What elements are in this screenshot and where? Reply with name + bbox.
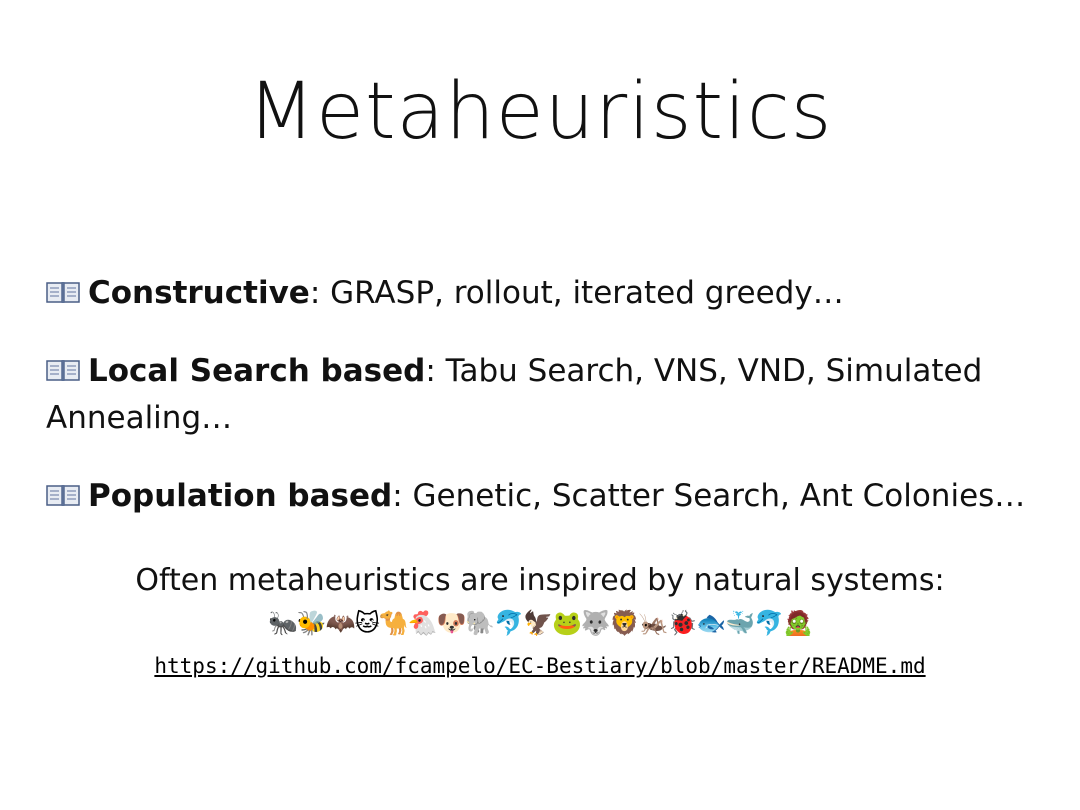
- bullet-population: [46, 473, 1036, 520]
- bullet-list: [46, 270, 1036, 551]
- bullet-text: Tabu Search, VNS, VND, Simulated Annealing…: [46, 353, 983, 436]
- animal-emoji-row: 🐜🐝🦇🐱🐪🐔🐶🐘🐬🦅🐸🐺🦁🦗🐞🐟🐳🐬🧟: [268, 609, 812, 637]
- bullet-term: Local Search based: [88, 353, 426, 389]
- bestiary-link[interactable]: https://github.com/fcampelo/EC-Bestiary/blob/master/README.md: [154, 654, 926, 678]
- bullet-term: Population based: [88, 478, 393, 514]
- bullet-separator: :: [309, 275, 331, 311]
- slide-title: Metaheuristics: [247, 67, 833, 157]
- open-book-icon: [46, 483, 80, 507]
- bullet-separator: :: [392, 478, 413, 514]
- bullet-text: Genetic, Scatter Search, Ant Colonies…: [412, 478, 1026, 514]
- bullet-text: GRASP, rollout, iterated greedy…: [330, 275, 844, 311]
- open-book-icon: [46, 280, 80, 304]
- bestiary-link-container: [0, 648, 1080, 684]
- bullet-local-search: [46, 348, 1036, 442]
- bullet-constructive: [46, 270, 1036, 317]
- bullet-separator: :: [425, 353, 446, 389]
- open-book-icon: [46, 358, 80, 382]
- bullet-term: Constructive: [88, 275, 310, 311]
- inspiration-note: Often metaheuristics are inspired by natural systems:: [135, 563, 945, 598]
